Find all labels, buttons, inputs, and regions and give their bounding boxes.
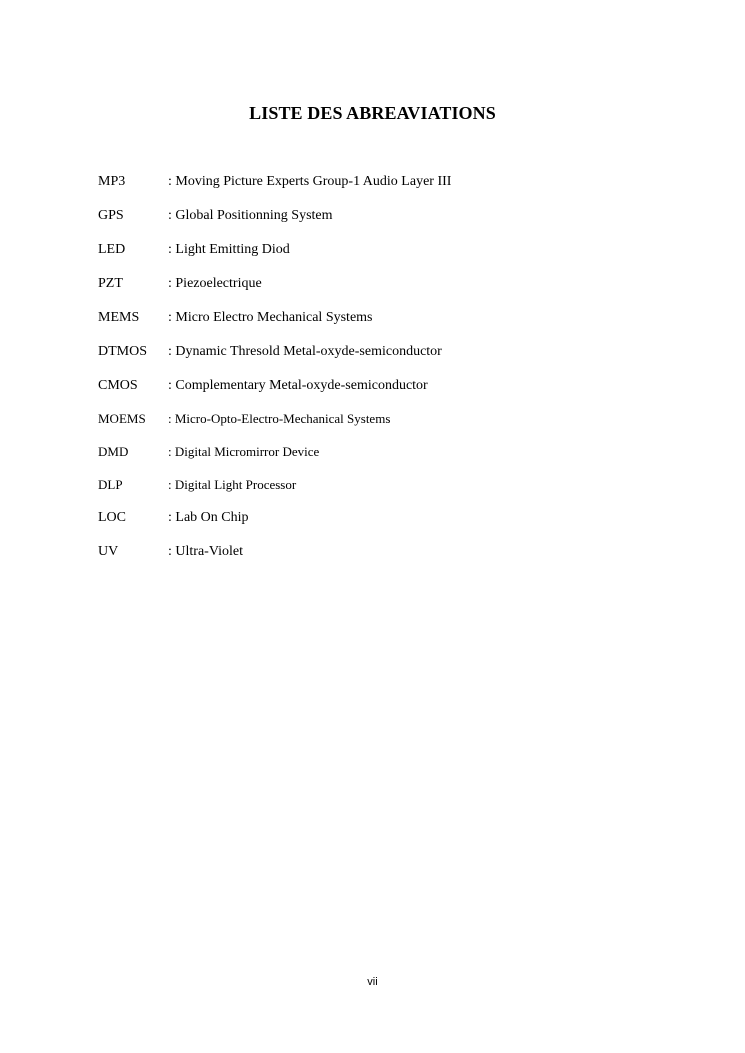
abbreviation-definition: : Complementary Metal-oxyde-semiconductor bbox=[168, 378, 428, 393]
abbreviation-term: PZT bbox=[98, 276, 123, 291]
abbreviation-definition: : Light Emitting Diod bbox=[168, 242, 290, 257]
abbreviation-term: UV bbox=[98, 544, 119, 559]
abbreviation-definition: : Lab On Chip bbox=[168, 510, 249, 525]
abbreviation-row-cmos bbox=[98, 376, 658, 409]
abbreviation-definition: : Digital Light Processor bbox=[168, 477, 297, 492]
abbreviation-list bbox=[98, 172, 658, 576]
abbreviation-term: MEMS bbox=[98, 310, 140, 325]
abbreviation-term: LOC bbox=[98, 510, 126, 525]
page-title: LISTE DES ABREAVIATIONS bbox=[249, 103, 496, 124]
abbreviation-term: DTMOS bbox=[98, 344, 148, 359]
abbreviation-term: GPS bbox=[98, 208, 124, 223]
abbreviation-row-uv bbox=[98, 542, 658, 576]
abbreviation-term: DLP bbox=[98, 477, 123, 492]
abbreviation-definition: : Moving Picture Experts Group-1 Audio Layer III bbox=[168, 174, 452, 189]
abbreviation-definition: : Global Positionning System bbox=[168, 208, 333, 223]
abbreviation-term: DMD bbox=[98, 444, 129, 459]
abbreviation-row-dmd bbox=[98, 442, 658, 475]
abbreviation-definition: : Piezoelectrique bbox=[168, 276, 262, 291]
abbreviation-definition: : Dynamic Thresold Metal-oxyde-semiconductor bbox=[168, 344, 442, 359]
abbreviation-term: CMOS bbox=[98, 378, 138, 393]
abbreviation-row-gps bbox=[98, 206, 658, 240]
abbreviation-definition: : Digital Micromirror Device bbox=[168, 444, 320, 459]
abbreviation-term: LED bbox=[98, 242, 126, 257]
page-number: vii bbox=[367, 976, 378, 988]
abbreviation-row-pzt bbox=[98, 274, 658, 308]
abbreviation-definition: : Ultra-Violet bbox=[168, 544, 243, 559]
abbreviation-term: MOEMS bbox=[98, 411, 146, 426]
abbreviation-row-dlp bbox=[98, 475, 658, 508]
abbreviation-definition: : Micro Electro Mechanical Systems bbox=[168, 310, 373, 325]
abbreviation-term: MP3 bbox=[98, 174, 126, 189]
abbreviation-row-mp3 bbox=[98, 172, 658, 206]
abbreviation-row-dtmos bbox=[98, 342, 658, 376]
abbreviation-row-loc bbox=[98, 508, 658, 542]
abbreviation-definition: : Micro-Opto-Electro-Mechanical Systems bbox=[168, 411, 391, 426]
abbreviation-row-mems bbox=[98, 308, 658, 342]
abbreviation-row-led bbox=[98, 240, 658, 274]
abbreviation-row-moems bbox=[98, 409, 658, 442]
